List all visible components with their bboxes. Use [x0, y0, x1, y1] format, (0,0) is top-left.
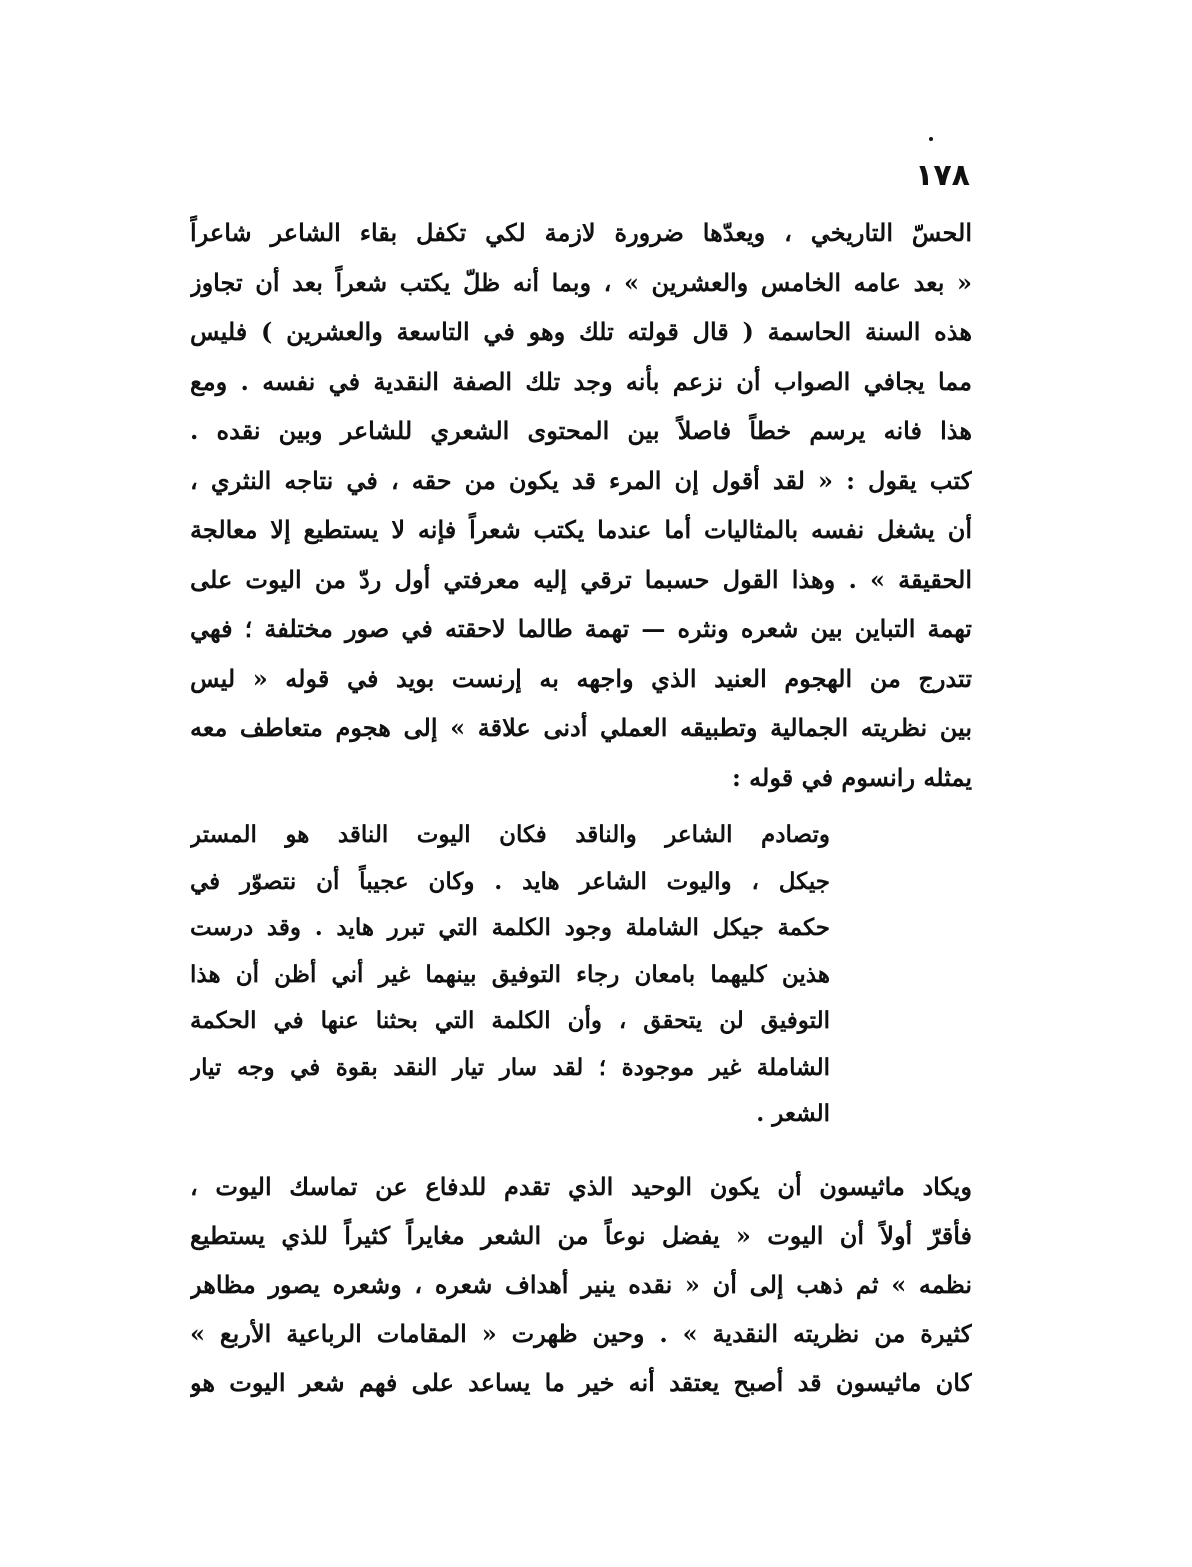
text-line: تهمة التباين بين شعره ونثره — تهمة طالما لاحقته في صور مختلفة ؛ فهي — [190, 614, 972, 643]
text-line: فأقرّ أولاً أن اليوت « يفضل نوعاً من الشعر مغايراً كثيراً للذي يستطيع — [190, 1221, 972, 1250]
block-quote — [190, 812, 830, 1138]
quote-line: هذين كليهما بامعان رجاء التوفيق بينهما غير أني أظن أن هذا — [190, 960, 830, 988]
text-line: أن يشغل نفسه بالمثاليات أما عندما يكتب شعراً فإنه لا يستطيع إلا معالجة — [190, 515, 972, 544]
text-line: كثيرة من نظريته النقدية » . وحين ظهرت « المقامات الرباعية الأربع » — [190, 1319, 972, 1348]
text-line: هذه السنة الحاسمة ( قال قولته تلك وهو في التاسعة والعشرين ) فليس — [190, 317, 972, 346]
quote-line: الشعر . — [756, 1100, 830, 1127]
text-line: الحقيقة » . وهذا القول حسبما ترقي إليه معرفتي أول ردّ من اليوت على — [190, 564, 972, 594]
text-line: كتب يقول : « لقد أقول إن المرء قد يكون من حقه ، في نتاجه النثري ، — [190, 465, 972, 495]
header-dot — [929, 137, 933, 141]
quote-line: جيكل ، واليوت الشاعر هايد . وكان عجيباً أن نتصوّر في — [190, 867, 830, 895]
text-line: يمثله رانسوم في قوله : — [731, 762, 972, 792]
paragraph-2 — [190, 1162, 972, 1407]
text-line: كان ماثيسون قد أصبح يعتقد أنه خير ما يساعد على فهم شعر اليوت هو — [190, 1368, 972, 1397]
page-number: ١٧٨ — [915, 158, 970, 193]
quote-line: التوفيق لن يتحقق ، وأن الكلمة التي بحثنا عنها في الحكمة — [190, 1007, 830, 1034]
text-line: هذا فانه يرسم خطاً فاصلاً بين المحتوى الشعري للشاعر وبين نقده . — [190, 416, 972, 445]
paragraph-1 — [190, 208, 972, 802]
text-line: الحسّ التاريخي ، ويعدّها ضرورة لازمة لكي تكفل بقاء الشاعر شاعراً — [190, 218, 972, 247]
text-line: بين نظريته الجمالية وتطبيقه العملي أدنى علاقة » إلى هجوم متعاطف معه — [190, 713, 972, 742]
text-line: « بعد عامه الخامس والعشرين » ، وبما أنه ظلّ يكتب شعراً بعد أن تجاوز — [190, 267, 972, 297]
text-line: ويكاد ماثيسون أن يكون الوحيد الذي تقدم للدفاع عن تماسك اليوت ، — [190, 1172, 972, 1201]
text-line: مما يجافي الصواب أن نزعم بأنه وجد تلك الصفة النقدية في نفسه . ومع — [190, 366, 972, 396]
quote-line: وتصادم الشاعر والناقد فكان اليوت الناقد هو المستر — [190, 821, 830, 848]
text-line: تتدرج من الهجوم العنيد الذي واجهه به إرنست بويد في قوله « ليس — [190, 663, 972, 693]
text-line: نظمه » ثم ذهب إلى أن « نقده ينير أهداف شعره ، وشعره يصور مظاهر — [190, 1270, 972, 1299]
quote-line: الشاملة غير موجودة ؛ لقد سار تيار النقد بقوة في وجه تيار — [190, 1053, 830, 1081]
quote-line: حكمة جيكل الشاملة وجود الكلمة التي تبرر هايد . وقد درست — [190, 914, 830, 941]
